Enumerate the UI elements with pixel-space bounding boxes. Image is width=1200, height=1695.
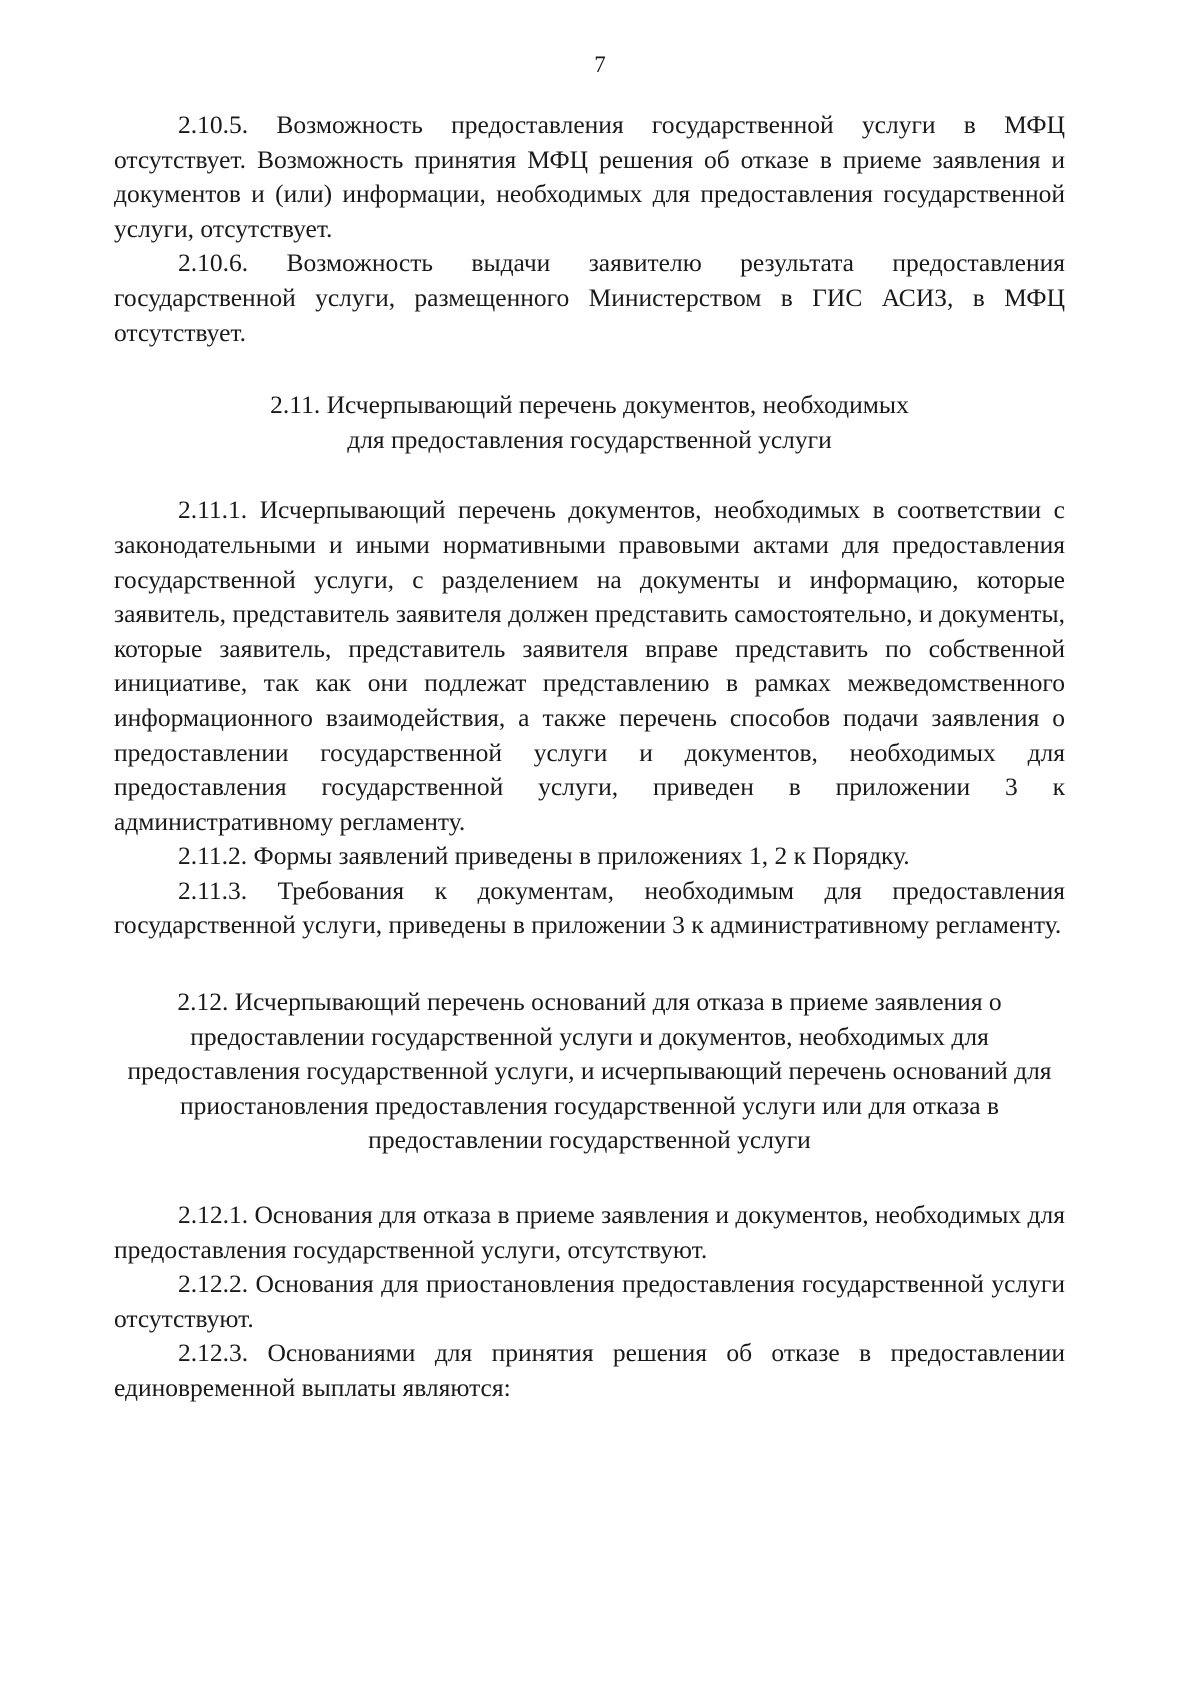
section-heading-2-11	[114, 388, 1065, 457]
document-body	[114, 108, 1065, 1406]
paragraph-2-11-2: 2.11.2. Формы заявлений приведены в приложениях 1, 2 к Порядку.	[178, 841, 910, 871]
paragraph-2-12-3: 2.12.3. Основаниями для принятия решения об отказе в предоставлении единовременной выплаты являются:	[114, 1338, 1065, 1402]
section-heading-2-12	[114, 985, 1065, 1158]
paragraph-2-11-3: 2.11.3. Требования к документам, необходимым для предоставления государственной услуги, приведены в приложении 3 к административному регламенту.	[114, 875, 1065, 940]
heading-line: 2.11. Исчерпывающий перечень документов, необходимых	[270, 390, 909, 420]
paragraph-2-11-1: 2.11.1. Исчерпывающий перечень документов, необходимых в соответствии с законодательными и иными нормативными правовыми актами для предоставления государственной услуги, с разделением на документы и информацию, которые заявитель, представитель заявителя должен представить самостоятельно, и документы, которые заявитель, представитель заявителя вправе представить по собственной инициативе, так как они подлежат представлению в рамках межведомственного информационного взаимодействия, а также перечень способов подачи заявления о предоставлении государственной услуги и документов, необходимых для предоставления государственной услуги, приведен в приложении 3 к административному регламенту.	[114, 495, 1065, 836]
heading-line: предоставлении государственной услуги и документов, необходимых для	[190, 1021, 989, 1051]
paragraph-2-12-2: 2.12.2. Основания для приостановления предоставления государственной услуги отсутствуют.	[114, 1269, 1065, 1333]
heading-line: приостановления предоставления государственной услуги или для отказа в	[179, 1090, 1000, 1120]
page-number: 7	[594, 52, 606, 77]
heading-line: для предоставления государственной услуги	[347, 424, 832, 454]
paragraph-2-12-1: 2.12.1. Основания для отказа в приеме заявления и документов, необходимых для предоставления государственной услуги, отсутствуют.	[114, 1200, 1065, 1264]
heading-line: предоставления государственной услуги, и исчерпывающий перечень оснований для	[127, 1056, 1052, 1086]
paragraph-2-10-5: 2.10.5. Возможность предоставления государственной услуги в МФЦ отсутствует. Возможность принятия МФЦ решения об отказе в приеме заявления и документов и (или) информации, необходимых для предоставления государственной услуги, отсутствует.	[114, 110, 1065, 243]
heading-line: 2.12. Исчерпывающий перечень оснований для отказа в приеме заявления о	[177, 987, 1002, 1017]
paragraph-2-10-6: 2.10.6. Возможность выдачи заявителю результата предоставления государственной услуги, размещенного Министерством в ГИС АСИЗ, в МФЦ отсутствует.	[114, 248, 1065, 347]
heading-line: предоставлении государственной услуги	[368, 1125, 811, 1155]
